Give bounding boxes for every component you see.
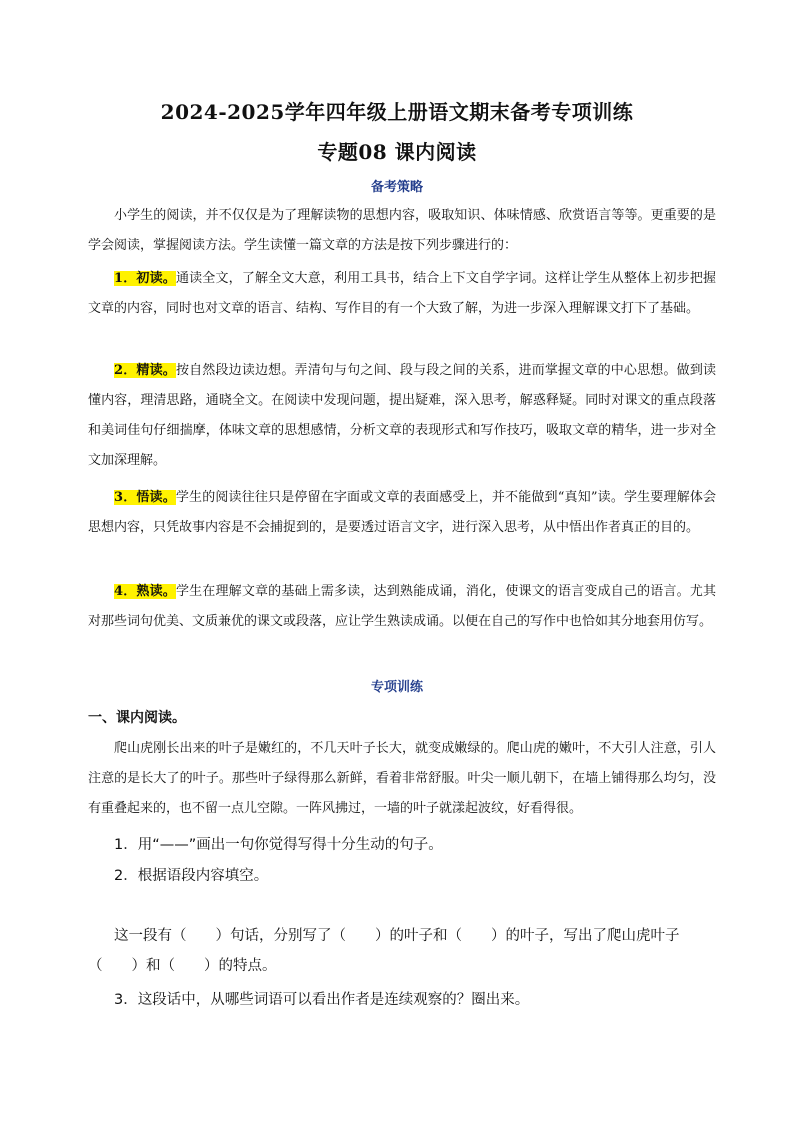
question-2-fill-blank: 这一段有（ ）句话，分别写了（ ）的叶子和（ ）的叶子，写出了爬山虎叶子（ ）和（ ）的特点。 <box>88 928 680 974</box>
strategy-heading: 备考策略 <box>370 180 423 195</box>
part-heading: 一、课内阅读。 <box>88 710 186 726</box>
page-title: 2024-2025学年四年级上册语文期末备考专项训练 <box>160 100 634 124</box>
step-4-label: 4．熟读。 <box>114 584 176 599</box>
step-4-text: 学生在理解文章的基础上需多读，达到熟能成诵，消化，使课文的语言变成自己的语言。尤其对那些词句优美、文质兼优的课文或段落，应让学生熟读成诵。以便在自己的写作中也恰如其分地套用仿写。 <box>88 584 716 629</box>
step-3-label: 3．悟读。 <box>114 490 176 505</box>
step-1-paragraph <box>88 264 716 324</box>
step-1-text: 通读全文，了解全文大意，利用工具书，结合上下文自学字词。这样让学生从整体上初步把握文章的内容，同时也对文章的语言、结构、写作目的有一个大致了解，为进一步深入理解课文打下了基础。 <box>88 271 716 316</box>
question-3: 3．这段话中，从哪些词语可以看出作者是连续观察的？圈出来。 <box>114 992 530 1008</box>
page-subtitle: 专题08 课内阅读 <box>317 140 477 164</box>
reading-passage: 爬山虎刚长出来的叶子是嫩红的，不几天叶子长大，就变成嫩绿的。爬山虎的嫩叶，不大引人注意，引人注意的是长大了的叶子。那些叶子绿得那么新鲜，看着非常舒服。叶尖一顺儿朝下，在墙上铺得那么均匀，没有重叠起来的，也不留一点儿空隙。一阵风拂过，一墙的叶子就漾起波纹，好看得很。 <box>88 741 716 816</box>
training-heading: 专项训练 <box>370 680 423 695</box>
question-1: 1．用“——”画出一句你觉得写得十分生动的句子。 <box>114 837 443 853</box>
step-4-paragraph <box>88 577 716 637</box>
step-2-paragraph <box>88 356 716 476</box>
step-3-text: 学生的阅读往往只是停留在字面或文章的表面感受上，并不能做到“真知”读。学生要理解体会思想内容，只凭故事内容是不会捕捉到的，是要透过语言文字，进行深入思考，从中悟出作者真正的目的。 <box>88 490 717 535</box>
step-1-label: 1．初读。 <box>114 271 176 286</box>
step-2-label: 2．精读。 <box>114 363 176 378</box>
intro-paragraph: 小学生的阅读，并不仅仅是为了理解读物的思想内容，吸取知识、体味情感、欣赏语言等等。更重要的是学会阅读，掌握阅读方法。学生读懂一篇文章的方法是按下列步骤进行的： <box>88 208 716 253</box>
step-3-paragraph <box>88 483 716 543</box>
step-2-text: 按自然段边读边想。弄清句与句之间、段与段之间的关系，进而掌握文章的中心思想。做到读懂内容，理清思路，通晓全文。在阅读中发现问题，提出疑难，深入思考，解惑释疑。同时对课文的重点段落和美词佳句仔细揣摩，体味文章的思想感情，分析文章的表现形式和写作技巧，吸取文章的精华，进一步对全文加深理解。 <box>88 363 716 468</box>
question-2: 2．根据语段内容填空。 <box>114 868 269 884</box>
